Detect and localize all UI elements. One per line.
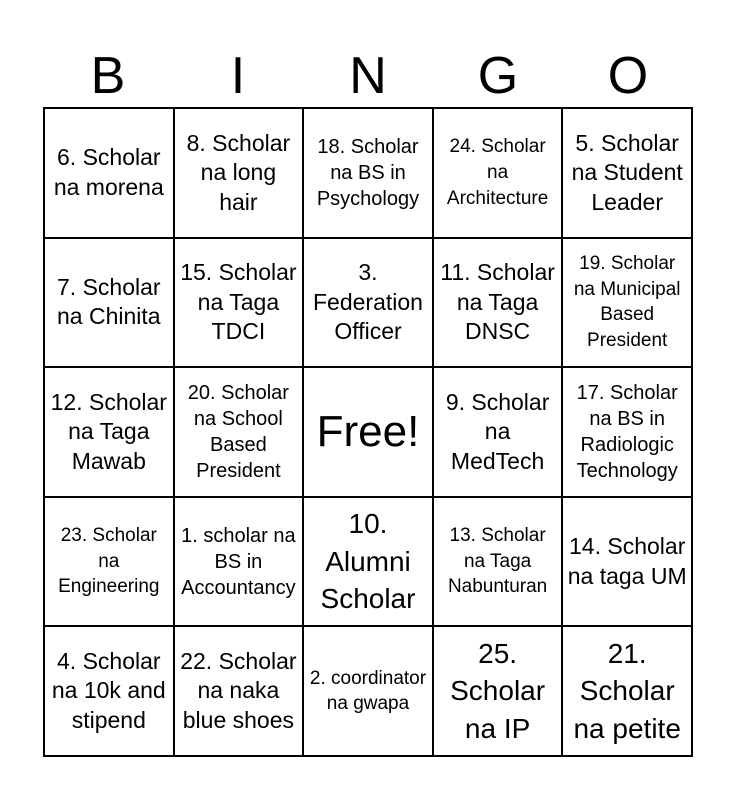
bingo-cell[interactable] xyxy=(174,497,304,627)
bingo-cell[interactable] xyxy=(303,108,433,238)
cell-text: 3. Federation Officer xyxy=(313,259,423,345)
cell-text: 11. Scholar na Taga DNSC xyxy=(440,259,555,345)
header-letter-b: B xyxy=(90,47,126,105)
cell-text: 14. Scholar na taga UM xyxy=(567,533,687,589)
cell-text: 20. Scholar na School Based President xyxy=(187,381,289,482)
cell-text: 22. Scholar na naka blue shoes xyxy=(180,648,297,733)
cell-text: 23. Scholar na Engineering xyxy=(58,525,160,598)
free-space-text: Free! xyxy=(316,407,420,457)
header-letter-n: N xyxy=(349,47,387,105)
bingo-cell[interactable] xyxy=(433,497,563,627)
bingo-cell[interactable] xyxy=(562,367,692,497)
bingo-header xyxy=(43,46,693,106)
cell-text: 19. Scholar na Municipal Based President xyxy=(573,253,681,352)
bingo-cell[interactable] xyxy=(433,108,563,238)
cell-text: 25. Scholar na IP xyxy=(450,637,546,745)
cell-text: 10. Alumni Scholar xyxy=(320,507,416,615)
cell-text: 18. Scholar na BS in Psychology xyxy=(316,135,420,210)
bingo-cell[interactable] xyxy=(433,626,563,756)
cell-text: 12. Scholar na Taga Mawab xyxy=(50,388,167,474)
bingo-cell[interactable] xyxy=(562,626,692,756)
bingo-cell[interactable] xyxy=(562,108,692,238)
free-space-cell[interactable] xyxy=(303,367,433,497)
bingo-cell[interactable] xyxy=(44,367,174,497)
bingo-cell[interactable] xyxy=(303,626,433,756)
cell-text: 21. Scholar na petite xyxy=(573,637,681,745)
header-letter-i: I xyxy=(230,47,246,105)
header-letter-g: G xyxy=(477,47,519,105)
cell-text: 9. Scholar na MedTech xyxy=(445,388,550,474)
bingo-cell[interactable] xyxy=(44,238,174,368)
cell-text: 1. scholar na BS in Accountancy xyxy=(181,524,296,599)
bingo-cell[interactable] xyxy=(174,626,304,756)
cell-text: 8. Scholar na long hair xyxy=(186,129,291,215)
bingo-cell[interactable] xyxy=(174,367,304,497)
cell-text: 15. Scholar na Taga TDCI xyxy=(180,259,297,345)
cell-text: 13. Scholar na Taga Nabunturan xyxy=(447,525,548,598)
cell-text: 2. coordinator na gwapa xyxy=(309,667,427,715)
cell-text: 6. Scholar na morena xyxy=(53,144,164,200)
cell-text: 4. Scholar na 10k and stipend xyxy=(51,648,166,733)
bingo-cell[interactable] xyxy=(44,497,174,627)
bingo-cell[interactable] xyxy=(562,238,692,368)
bingo-cell[interactable] xyxy=(174,238,304,368)
bingo-cell[interactable] xyxy=(433,238,563,368)
bingo-board xyxy=(43,107,693,757)
header-letter-o: O xyxy=(607,47,649,105)
cell-text: 17. Scholar na BS in Radiologic Technology xyxy=(576,381,678,482)
bingo-cell[interactable] xyxy=(433,367,563,497)
bingo-cell[interactable] xyxy=(303,497,433,627)
bingo-cell[interactable] xyxy=(44,108,174,238)
cell-text: 5. Scholar na Student Leader xyxy=(571,129,683,215)
bingo-cell[interactable] xyxy=(174,108,304,238)
bingo-cell[interactable] xyxy=(44,626,174,756)
cell-text: 24. Scholar na Architecture xyxy=(446,136,549,209)
bingo-cell[interactable] xyxy=(562,497,692,627)
cell-text: 7. Scholar na Chinita xyxy=(57,273,161,330)
bingo-cell[interactable] xyxy=(303,238,433,368)
